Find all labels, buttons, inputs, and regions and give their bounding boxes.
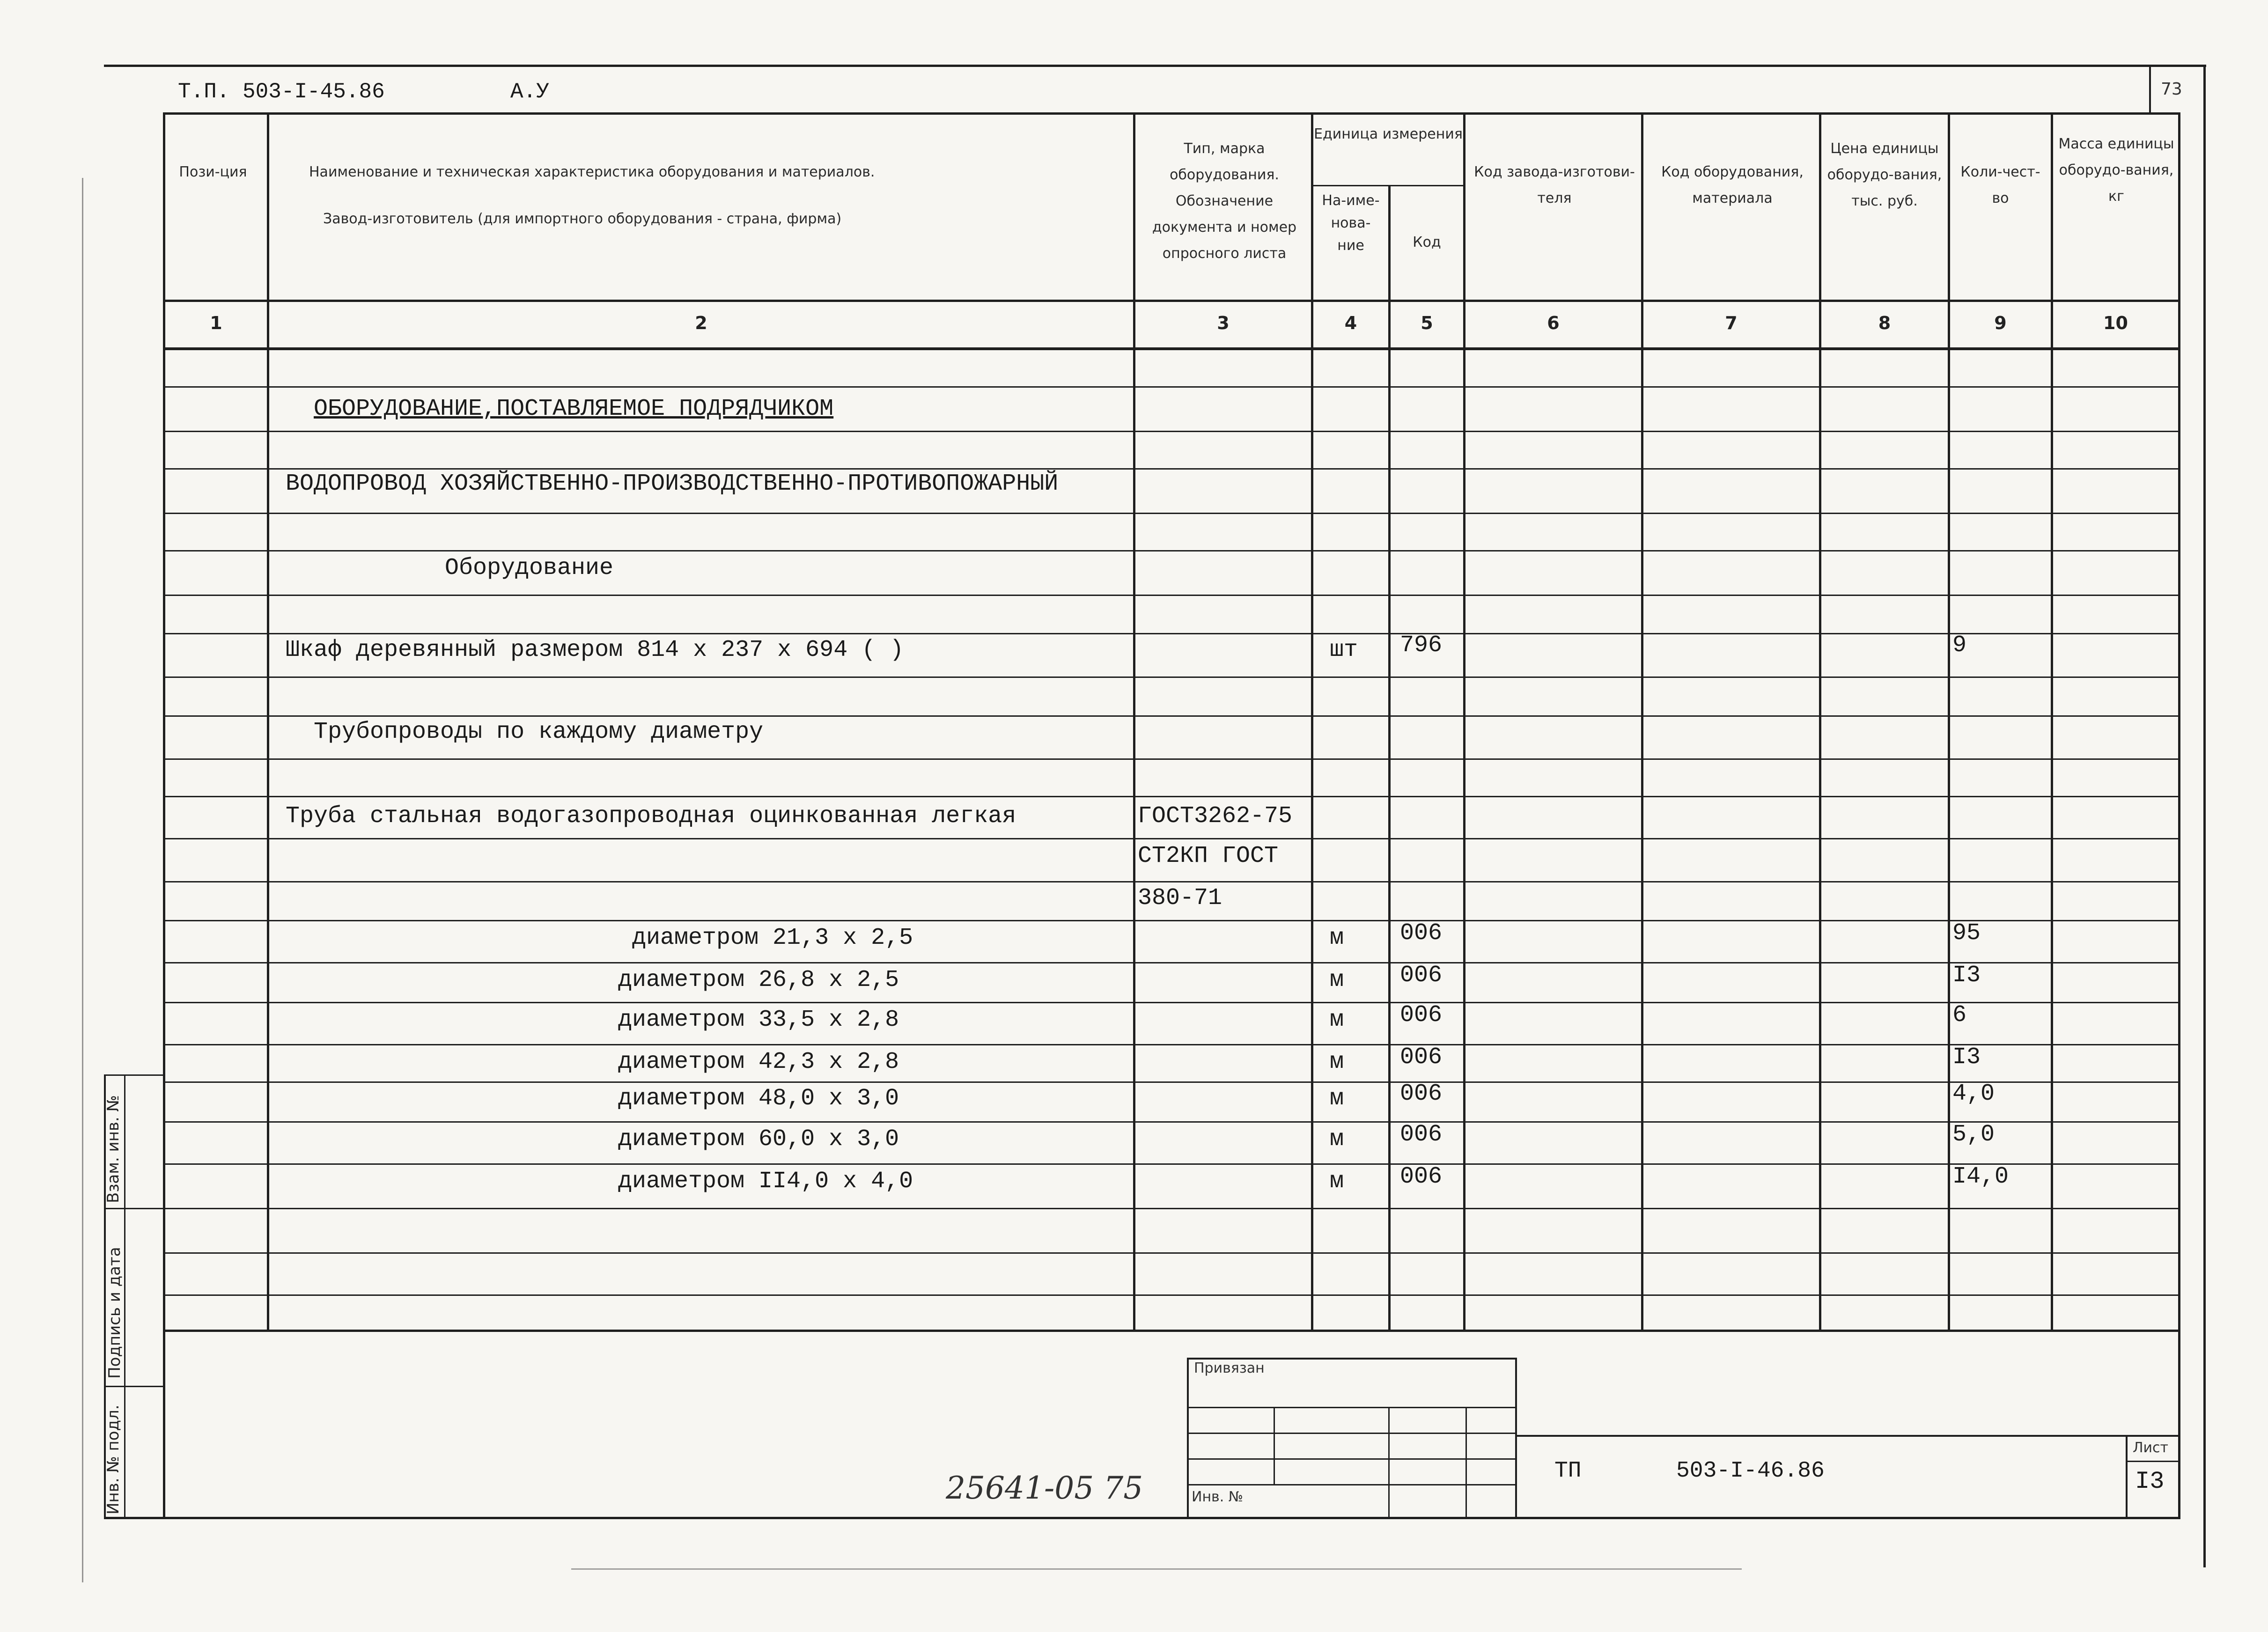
unit-group-divider <box>1311 185 1463 186</box>
stamp-h3 <box>1187 1458 1517 1460</box>
stamp-h4 <box>1187 1484 1517 1485</box>
colnum-5: 5 <box>1421 313 1433 333</box>
frame-right <box>2203 65 2206 1567</box>
row-divider <box>163 513 2180 514</box>
row-code: 006 <box>1400 1044 1443 1071</box>
frame-top <box>104 65 2206 67</box>
row-type: 380-71 <box>1138 885 1222 912</box>
col-line-2 <box>267 112 269 1332</box>
frame-bottom <box>104 1517 2178 1519</box>
colnum-7: 7 <box>1725 313 1738 333</box>
header-bottom-border <box>163 300 2180 302</box>
header-col6: Код завода-изготови-теля <box>1474 164 1635 206</box>
header-col2-line2: Завод-изготовитель (для импортного оборудования - страна, фирма) <box>323 211 842 227</box>
col-line-9 <box>1948 112 1950 1332</box>
row-unit: м <box>1330 925 1344 951</box>
header-col9: Коли-чест-во <box>1960 164 2040 206</box>
header-unit-group: Единица измерения <box>1314 126 1463 142</box>
col-line-8 <box>1819 112 1821 1332</box>
row-code: 006 <box>1400 962 1443 989</box>
row-divider <box>163 1330 2180 1331</box>
row-code: 006 <box>1400 1002 1443 1029</box>
header-col5: Код <box>1413 234 1441 250</box>
side-stamp-v1 <box>124 1074 125 1519</box>
doc-code: 503-I-46.86 <box>1676 1458 1825 1484</box>
tp-label: ТП <box>1554 1458 1582 1484</box>
row-name: Оборудование <box>445 555 614 581</box>
row-code: 006 <box>1400 1081 1443 1107</box>
col-line-4 <box>1311 112 1313 1332</box>
row-code: 796 <box>1400 632 1443 659</box>
row-divider <box>163 468 2180 470</box>
row-name: Труба стальная водогазопроводная оцинкованная легкая <box>286 803 1016 830</box>
colnum-1: 1 <box>210 313 222 333</box>
col-line-7 <box>1641 112 1643 1332</box>
row-divider <box>163 1002 2180 1003</box>
row-divider <box>163 920 2180 921</box>
row-unit: м <box>1330 1085 1344 1112</box>
row-qty: I3 <box>1952 962 1981 989</box>
row-divider <box>163 1044 2180 1045</box>
corner-page-number: 73 <box>2161 80 2182 99</box>
header-col4: На-име-нова-ние <box>1322 192 1380 254</box>
side-stamp-h3 <box>104 1386 165 1387</box>
row-qty: 95 <box>1952 920 1981 947</box>
header-top-border <box>163 112 2180 115</box>
row-qty: 9 <box>1952 632 1967 659</box>
row-code: 006 <box>1400 1163 1443 1190</box>
title-block-sheet-mid <box>2126 1461 2180 1462</box>
col-line-10 <box>2051 112 2053 1332</box>
colnum-6: 6 <box>1547 313 1560 333</box>
privyazan-label: Привязан <box>1194 1360 1265 1376</box>
side-stamp-zam: Взам. инв. № <box>104 1095 123 1203</box>
row-divider <box>163 431 2180 432</box>
row-qty: 4,0 <box>1952 1081 1995 1107</box>
inv-label: Инв. № <box>1192 1489 1244 1505</box>
row-divider <box>163 349 2180 350</box>
stamp-h2 <box>1187 1433 1517 1434</box>
table-right <box>2178 112 2180 1519</box>
header-col1: Пози-ция <box>179 164 247 180</box>
colnum-10: 10 <box>2103 313 2128 333</box>
row-divider <box>163 881 2180 882</box>
title-block-sheet-left <box>2126 1435 2128 1519</box>
corner-box-left <box>2149 66 2151 112</box>
header-col7: Код оборудования, материала <box>1661 164 1804 206</box>
col-line-3 <box>1133 112 1135 1332</box>
row-name: ВОДОПРОВОД ХОЗЯЙСТВЕННО-ПРОИЗВОДСТВЕННО-ПРОТИВОПОЖАРНЫЙ <box>286 470 1059 497</box>
stamp-h1 <box>1187 1407 1517 1408</box>
colnum-2: 2 <box>695 313 707 333</box>
row-qty: 6 <box>1952 1002 1967 1029</box>
col-line-6 <box>1463 112 1465 1332</box>
scan-margin-line <box>82 178 83 1582</box>
side-stamp-h2 <box>104 1208 165 1209</box>
row-divider <box>163 1081 2180 1083</box>
row-name: диаметром 21,3 х 2,5 <box>632 925 913 951</box>
side-stamp-h1 <box>104 1074 165 1076</box>
sheet-label: Лист <box>2133 1440 2169 1456</box>
row-unit: м <box>1330 1049 1344 1075</box>
colnum-4: 4 <box>1344 313 1357 333</box>
header-col8: Цена единицы оборудо-вания, тыс. руб. <box>1827 140 1942 209</box>
row-name: диаметром 26,8 х 2,5 <box>618 967 899 993</box>
row-qty: 5,0 <box>1952 1121 1995 1148</box>
row-name: Трубопроводы по каждому диаметру <box>314 719 764 745</box>
row-unit: м <box>1330 1168 1344 1195</box>
row-name: Шкаф деревянный размером 814 х 237 х 694 ( ) <box>286 637 904 663</box>
row-unit: м <box>1330 967 1344 993</box>
row-qty: I3 <box>1952 1044 1981 1071</box>
row-divider <box>163 676 2180 678</box>
row-divider <box>163 758 2180 760</box>
row-divider <box>163 1294 2180 1296</box>
row-divider <box>163 1121 2180 1123</box>
row-code: 006 <box>1400 920 1443 947</box>
side-stamp-podpis: Подпись и дата <box>105 1247 124 1379</box>
row-divider <box>163 962 2180 963</box>
row-divider <box>163 1163 2180 1165</box>
scan-bottom-line <box>571 1568 1742 1570</box>
row-name: диаметром 60,0 х 3,0 <box>618 1126 899 1153</box>
header-col10: Масса единицы оборудо-вания, кг <box>2058 136 2174 205</box>
row-divider <box>163 550 2180 551</box>
row-type: ГОСТ3262-75 <box>1138 803 1293 830</box>
row-name: диаметром 33,5 х 2,8 <box>618 1007 899 1033</box>
row-divider <box>163 633 2180 634</box>
row-unit: м <box>1330 1126 1344 1153</box>
row-name: ОБОРУДОВАНИЕ,ПОСТАВЛЯЕМОЕ ПОДРЯДЧИКОМ <box>314 396 834 422</box>
row-type: СТ2КП ГОСТ <box>1138 843 1279 869</box>
colnum-3: 3 <box>1217 313 1230 333</box>
top-left-code: Т.П. 503-I-45.86 <box>178 80 385 104</box>
colnum-9: 9 <box>1994 313 2007 333</box>
row-unit: шт <box>1330 637 1358 663</box>
row-divider <box>163 796 2180 797</box>
side-stamp-inv-podl: Инв. № подл. <box>104 1404 123 1514</box>
header-col3: Тип, марка оборудования. Обозначение документа и номер опросного листа <box>1152 140 1297 262</box>
row-code: 006 <box>1400 1121 1443 1148</box>
row-divider <box>163 386 2180 388</box>
row-name: диаметром 42,3 х 2,8 <box>618 1049 899 1075</box>
row-qty: I4,0 <box>1952 1163 2009 1190</box>
row-name: диаметром II4,0 х 4,0 <box>618 1168 913 1195</box>
header-col2-line1: Наименование и техническая характеристика оборудования и материалов. <box>309 164 875 180</box>
handwritten-number: 25641-05 75 <box>946 1470 1143 1506</box>
row-divider <box>163 1208 2180 1209</box>
stamp-v1 <box>1274 1407 1275 1484</box>
row-divider <box>163 838 2180 839</box>
title-block-top <box>1517 1435 2180 1437</box>
stamp-v2 <box>1388 1407 1390 1517</box>
stamp-v3 <box>1465 1407 1467 1517</box>
row-divider <box>163 595 2180 596</box>
sheet-number: I3 <box>2135 1468 2165 1495</box>
row-divider <box>163 1252 2180 1254</box>
row-name: диаметром 48,0 х 3,0 <box>618 1085 899 1112</box>
top-mark: А.У <box>510 80 549 104</box>
row-divider <box>163 715 2180 717</box>
colnum-8: 8 <box>1878 313 1891 333</box>
row-unit: м <box>1330 1007 1344 1033</box>
